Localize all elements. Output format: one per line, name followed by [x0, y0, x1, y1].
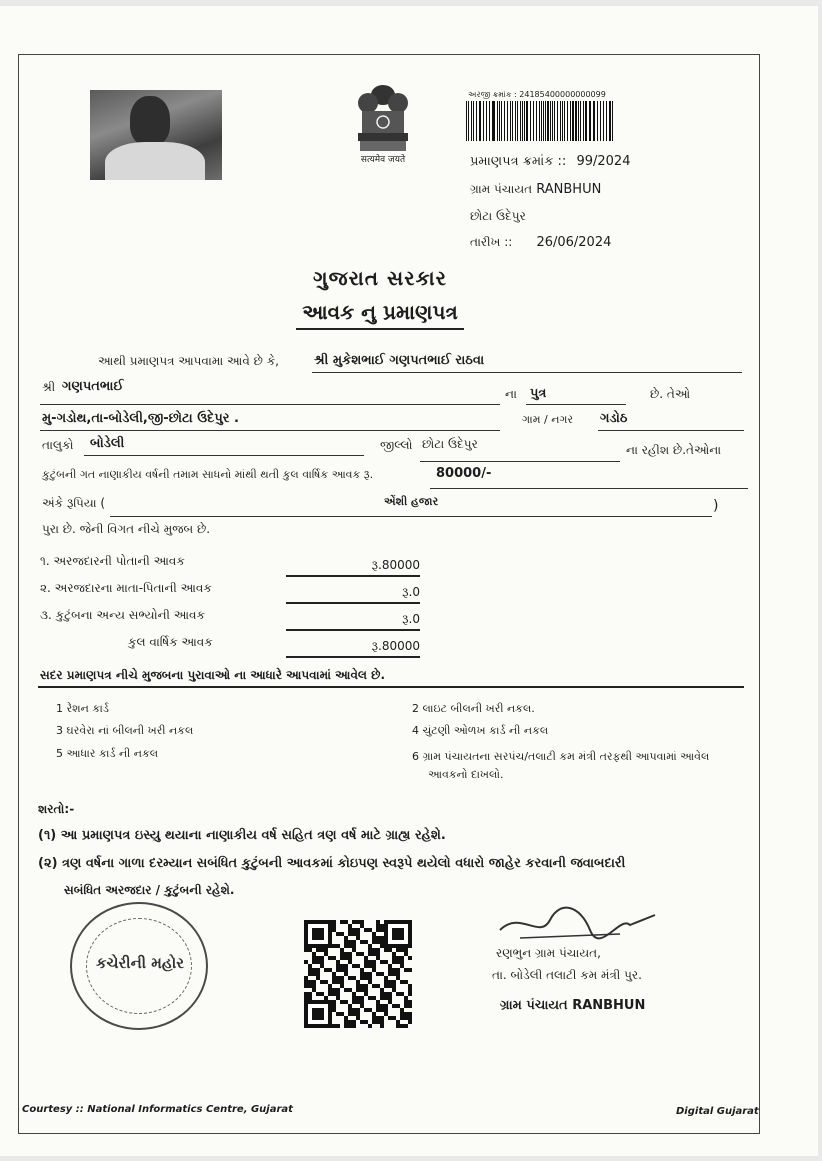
- signature-office: ગ્રામ પંચાયત RANBHUN: [500, 998, 646, 1013]
- district-label: જીલ્લો: [380, 438, 413, 452]
- document-item: 4 ચુંટણી ઓળખ કાર્ડ ની નકલ: [412, 724, 549, 737]
- office-seal: [70, 902, 208, 1030]
- issue-date: 26/06/2024: [536, 235, 612, 250]
- certificate-number-label: પ્રમાણપત્ર ક્રમાંક ::: [470, 154, 567, 169]
- documents-heading: સદર પ્રમાણપત્ર નીચે મુજબના પુરાવાઓ ના આધારે આપવામાં આવેલ છે.: [40, 668, 386, 682]
- certificate-number-row: [470, 154, 630, 169]
- document-item: 1 રેશન કાર્ડ: [56, 702, 109, 715]
- income-row-label: કુલ વાર્ષિક આવક: [128, 635, 213, 649]
- condition-item: સબંધિત અરજદાર / કુટુંબની રહેશે.: [64, 883, 235, 897]
- footer-digital-gujarat: Digital Gujarat: [676, 1106, 759, 1117]
- details-line: પુરા છે. જેની વિગત નીચે મુજબ છે.: [42, 522, 211, 536]
- amount-words: એંશી હજાર: [384, 495, 439, 508]
- date-row: [470, 235, 611, 250]
- document-item: 5 આધાર કાર્ડ ની નકલ: [56, 747, 159, 760]
- village-label: ગામ / નગર: [522, 413, 574, 426]
- emblem-caption: सत्यमेव जयते: [360, 155, 406, 165]
- is-label: છે. તેઓ: [650, 387, 691, 401]
- condition-item: (૧) આ પ્રમાણપત્ર ઇસ્યુ થયાના નાણાકીય વર્ષ સહિત ત્રણ વર્ષ માટે ગ્રાહ્ય રહેશે.: [38, 828, 446, 843]
- gram-panchayat-name: RANBHUN: [536, 182, 602, 197]
- son-of-label: ના: [505, 387, 517, 401]
- address: મુ-ગડોથ,તા-બોડેલી,જી-છોટા ઉદેપુર .: [42, 411, 239, 426]
- applicant-photo: [90, 90, 222, 180]
- document-item: 2 લાઇટ બીલની ખરી નકલ.: [412, 702, 535, 715]
- income-row-value: રૂ.0: [286, 612, 420, 631]
- footer-courtesy: Courtesy :: National Informatics Centre, Gujarat: [22, 1104, 293, 1115]
- applicant-name: શ્રી મુકેશભાઈ ગણપતભાઈ રાઠવા: [314, 353, 485, 368]
- signature-line-1: રણભુન ગ્રામ પંચાયત,: [496, 946, 601, 960]
- gram-panchayat-label: ગ્રામ પંચાયત: [470, 182, 533, 196]
- seal-text: કચેરીની મહોર: [95, 954, 185, 972]
- gram-panchayat-row: [470, 182, 601, 197]
- certificate-number: 99/2024: [576, 154, 631, 169]
- resident-label: ના રહીશ છે.તેઓના: [626, 443, 722, 457]
- date-label: તારીખ ::: [470, 235, 513, 249]
- certificate-title: આવક નુ પ્રમાણપત્ર: [296, 300, 464, 330]
- document-item: આવકનો દાખલો.: [428, 768, 504, 781]
- header-district: છોટા ઉદેપુર: [470, 209, 526, 223]
- document-item: 6 ગ્રામ પંચાયતના સરપંચ/તલાટી કમ મંત્રી તરફથી આપવામાં આવેલ: [412, 750, 710, 763]
- father-prefix: શ્રી: [42, 380, 56, 394]
- village: ગડોઠ: [600, 411, 628, 426]
- qr-code: [304, 920, 412, 1028]
- income-row-label: ૧. અરજદારની પોતાની આવક: [40, 554, 185, 568]
- income-amount: 80000/-: [436, 466, 492, 481]
- amount-words-label: અંકે રૂપિયા (: [42, 496, 106, 510]
- intro-text: આથી પ્રમાણપત્ર આપવામા આવે છે કે,: [98, 354, 279, 368]
- signature-line-2: તા. બોડેલી તલાટી કમ મંત્રી પુર.: [492, 968, 642, 982]
- income-row-label: ૨. અરજદારના માતા-પિતાની આવક: [40, 581, 212, 595]
- amount-words-close: ): [713, 498, 719, 514]
- income-sentence: કુટુંબની ગત નાણાકીય વર્ષની તમામ સાધનો માંથી થતી કુલ વાર્ષિક આવક રૂ.: [42, 468, 374, 481]
- document-item: 3 ઘરવેરા નાં બીલની ખરી નકલ: [56, 724, 194, 737]
- body-district: છોટા ઉદેપુર: [422, 437, 478, 451]
- income-row-value: રૂ.80000: [286, 639, 420, 658]
- father-name: ગણપતભાઈ: [62, 379, 124, 394]
- taluka-label: તાલુકો: [42, 438, 74, 452]
- certificate-title-wrap: [0, 300, 760, 324]
- conditions-heading: શરતો:-: [38, 802, 75, 816]
- income-row-value: રૂ.80000: [286, 558, 420, 577]
- barcode: [466, 101, 614, 141]
- relation: પુત્ર: [530, 386, 547, 401]
- government-title: ગુજરાત સરકાર: [313, 266, 447, 290]
- condition-item: (૨) ત્રણ વર્ષના ગાળા દરમ્યાન સબંધિત કુટુંબની આવકમાં કોઇપણ સ્વરૂપે થયેલો વધારો જાહેર કરવાની જવાબદારી: [38, 856, 626, 871]
- application-number: અરજી ક્રમાંક : 24185400000000099: [468, 90, 606, 99]
- income-row-value: રૂ.0: [286, 585, 420, 604]
- income-row-label: ૩. કુટુંબના અન્ય સભ્યોની આવક: [40, 608, 206, 622]
- certificate-sheet: [0, 6, 818, 1156]
- taluka: બોડેલી: [90, 436, 125, 451]
